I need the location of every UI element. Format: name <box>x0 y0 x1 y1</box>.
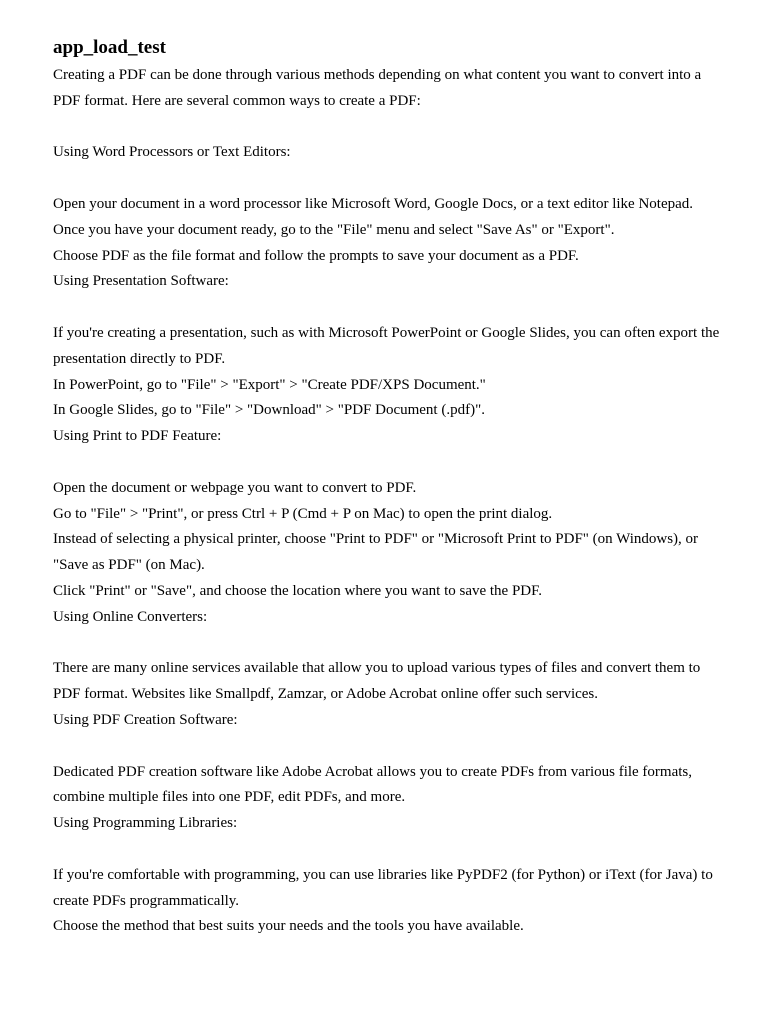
blank-line <box>53 115 728 141</box>
text-line: Go to "File" > "Print", or press Ctrl + P (Cmd + P on Mac) to open the print dialog. <box>53 505 553 522</box>
text-line: "Save as PDF" (on Mac). <box>53 557 205 574</box>
blank-line <box>53 837 728 863</box>
text-line: Creating a PDF can be done through various methods depending on what content you want to convert into a <box>53 67 702 83</box>
blank-line <box>53 450 728 476</box>
blank-line <box>53 295 728 321</box>
blank-line <box>53 734 728 760</box>
text-line: Using Word Processors or Text Editors: <box>53 144 291 161</box>
text-line: Click "Print" or "Save", and choose the location where you want to save the PDF. <box>53 582 543 599</box>
text-line: Using Print to PDF Feature: <box>53 428 222 445</box>
text-line: create PDFs programmatically. <box>53 892 240 909</box>
document-body <box>53 63 728 940</box>
text-line: In Google Slides, go to "File" > "Download" > "PDF Document (.pdf)". <box>53 402 485 419</box>
text-line: If you're comfortable with programming, you can use libraries like PyPDF2 (for Python) or iText (for Java) to <box>53 866 713 883</box>
text-line: Instead of selecting a physical printer, choose "Print to PDF" or "Microsoft Print to PDF" (on Windows), or <box>53 531 699 548</box>
text-line: In PowerPoint, go to "File" > "Export" > "Create PDF/XPS Document." <box>53 376 486 393</box>
text-line: PDF format. Websites like Smallpdf, Zamzar, or Adobe Acrobat online offer such services. <box>53 686 599 703</box>
text-line: Using PDF Creation Software: <box>53 711 238 728</box>
text-line: Dedicated PDF creation software like Adobe Acrobat allows you to create PDFs from various file formats, <box>53 763 693 780</box>
text-line: Choose PDF as the file format and follow the prompts to save your document as a PDF. <box>53 247 579 264</box>
text-line: Using Online Converters: <box>53 608 208 625</box>
blank-line <box>53 631 728 657</box>
text-line: There are many online services available that allow you to upload various types of files and convert them to <box>53 660 701 677</box>
text-line: Open the document or webpage you want to convert to PDF. <box>53 479 417 496</box>
text-line: Using Programming Libraries: <box>53 815 238 832</box>
text-line: combine multiple files into one PDF, edit PDFs, and more. <box>53 789 406 806</box>
text-line: Using Presentation Software: <box>53 273 229 290</box>
blank-line <box>53 166 728 192</box>
text-line: Choose the method that best suits your needs and the tools you have available. <box>53 918 524 935</box>
document-title: app_load_test <box>53 37 166 58</box>
text-line: PDF format. Here are several common ways to create a PDF: <box>53 92 421 109</box>
text-line: Once you have your document ready, go to the "File" menu and select "Save As" or "Export". <box>53 221 615 238</box>
text-line: If you're creating a presentation, such as with Microsoft PowerPoint or Google Slides, you can often export the <box>53 324 720 341</box>
text-line: presentation directly to PDF. <box>53 350 226 367</box>
text-line: Open your document in a word processor like Microsoft Word, Google Docs, or a text editor like Notepad. <box>53 195 694 212</box>
